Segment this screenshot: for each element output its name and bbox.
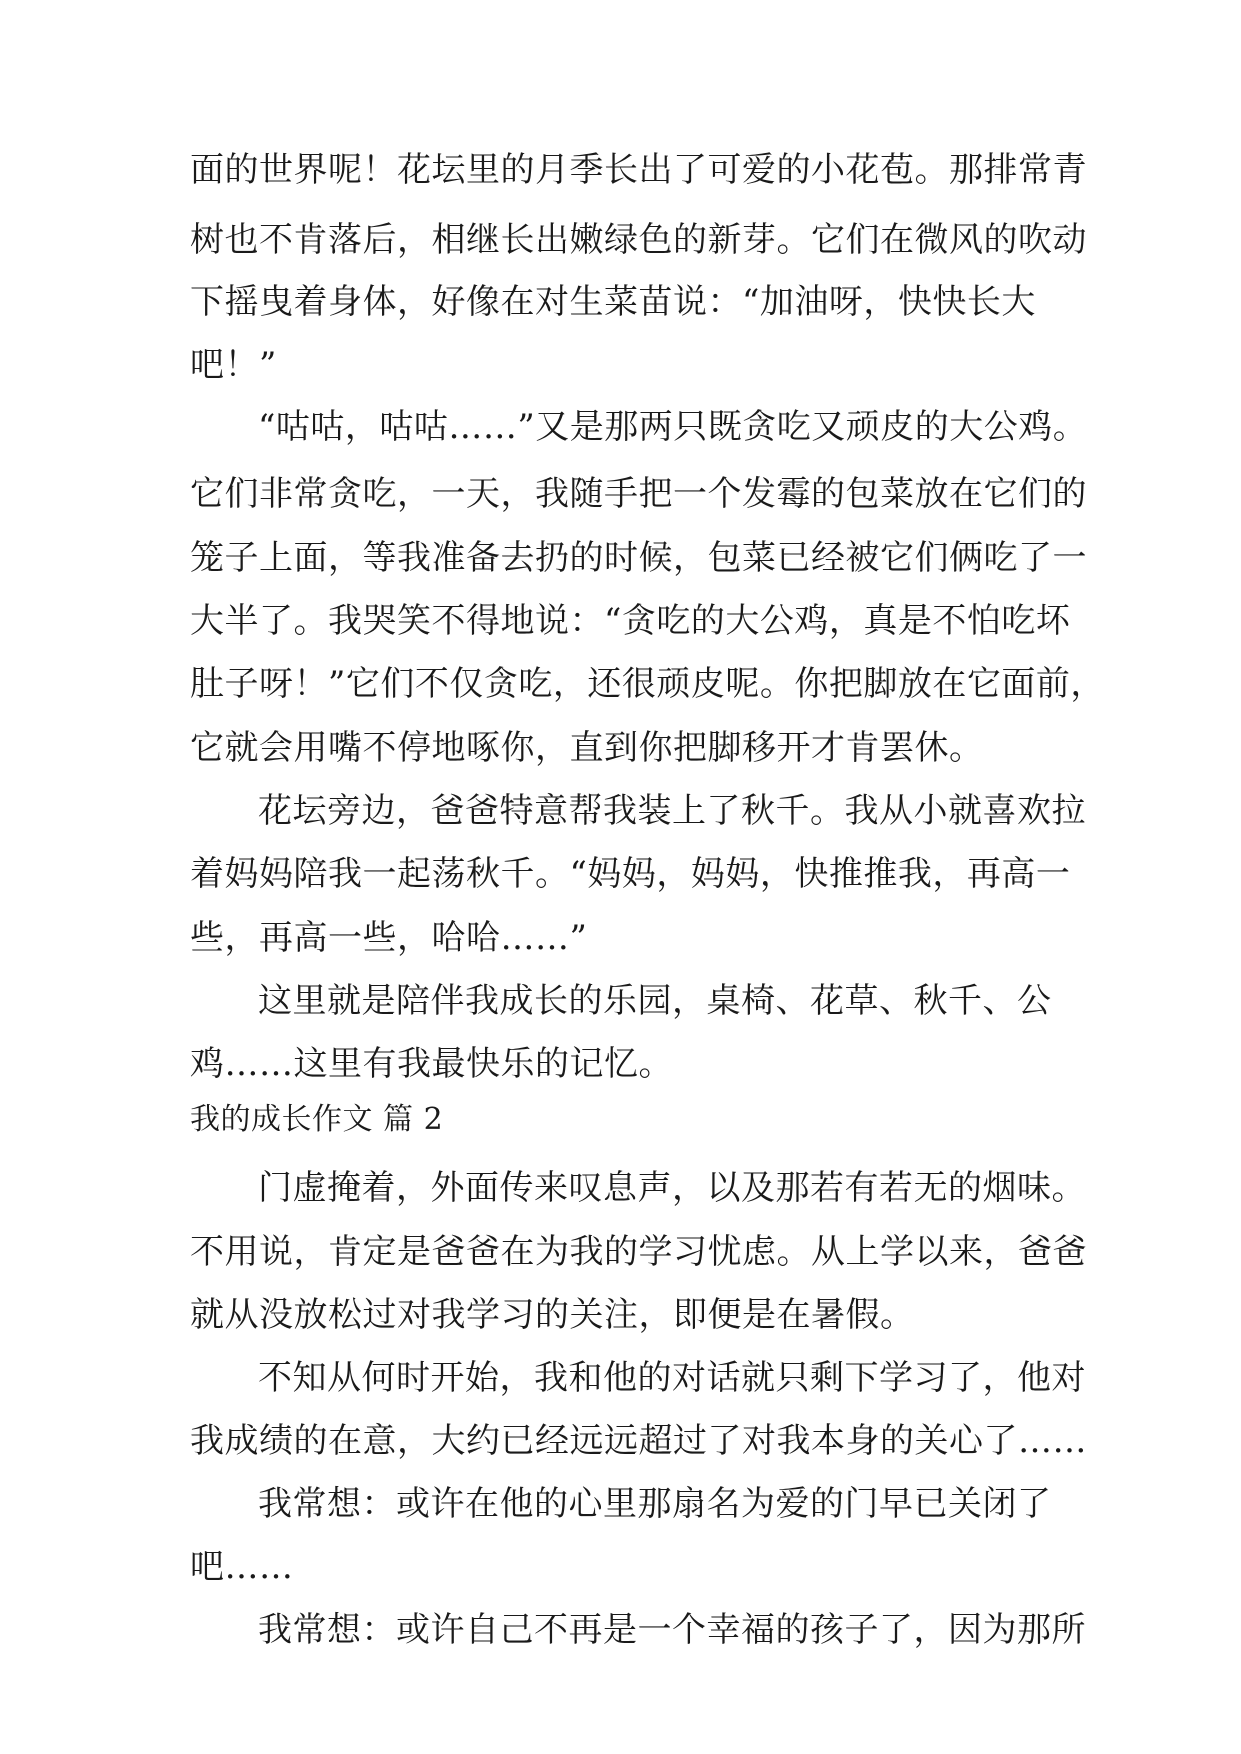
text-line: 这里就是陪伴我成长的乐园，桌椅、花草、秋千、公	[258, 981, 1052, 1021]
section-heading: 我的成长作文 篇 2	[190, 1102, 444, 1137]
text-line: 我常想：或许自己不再是一个幸福的孩子了，因为那所	[258, 1610, 1086, 1650]
text-line: 吧！”	[190, 345, 277, 385]
text-line: 我成绩的在意，大约已经远远超过了对我本身的关心了……	[190, 1421, 1087, 1461]
text-line: 吧……	[190, 1547, 294, 1587]
text-line: 就从没放松过对我学习的关注，即便是在暑假。	[190, 1295, 915, 1335]
text-line: 不知从何时开始，我和他的对话就只剩下学习了，他对	[258, 1358, 1086, 1398]
text-line: 花坛旁边，爸爸特意帮我装上了秋千。我从小就喜欢拉	[258, 791, 1086, 831]
text-line: 下摇曳着身体，好像在对生菜苗说：“加油呀，快快长大	[190, 282, 1036, 322]
text-line: 鸡……这里有我最快乐的记忆。	[190, 1044, 673, 1084]
text-line: “咕咕，咕咕……”又是那两只既贪吃又顽皮的大公鸡。	[258, 407, 1088, 447]
text-line: 肚子呀！”它们不仅贪吃，还很顽皮呢。你把脚放在它面前，	[190, 664, 1105, 704]
text-line: 树也不肯落后，相继长出嫩绿色的新芽。它们在微风的吹动	[190, 220, 1087, 260]
text-line: 它们非常贪吃，一天，我随手把一个发霉的包菜放在它们的	[190, 474, 1087, 514]
text-line: 些，再高一些，哈哈……”	[190, 918, 588, 958]
text-line: 着妈妈陪我一起荡秋千。“妈妈，妈妈，快推推我，再高一	[190, 854, 1071, 894]
text-line: 笼子上面，等我准备去扔的时候，包菜已经被它们俩吃了一	[190, 538, 1087, 578]
text-line: 面的世界呢！花坛里的月季长出了可爱的小花苞。那排常青	[190, 150, 1087, 190]
text-line: 我常想：或许在他的心里那扇名为爱的门早已关闭了	[258, 1484, 1052, 1524]
text-line: 大半了。我哭笑不得地说：“贪吃的大公鸡，真是不怕吃坏	[190, 601, 1071, 641]
text-line: 门虚掩着，外面传来叹息声，以及那若有若无的烟味。	[258, 1168, 1086, 1208]
text-line: 不用说，肯定是爸爸在为我的学习忧虑。从上学以来，爸爸	[190, 1232, 1087, 1272]
text-line: 它就会用嘴不停地啄你，直到你把脚移开才肯罢休。	[190, 728, 984, 768]
